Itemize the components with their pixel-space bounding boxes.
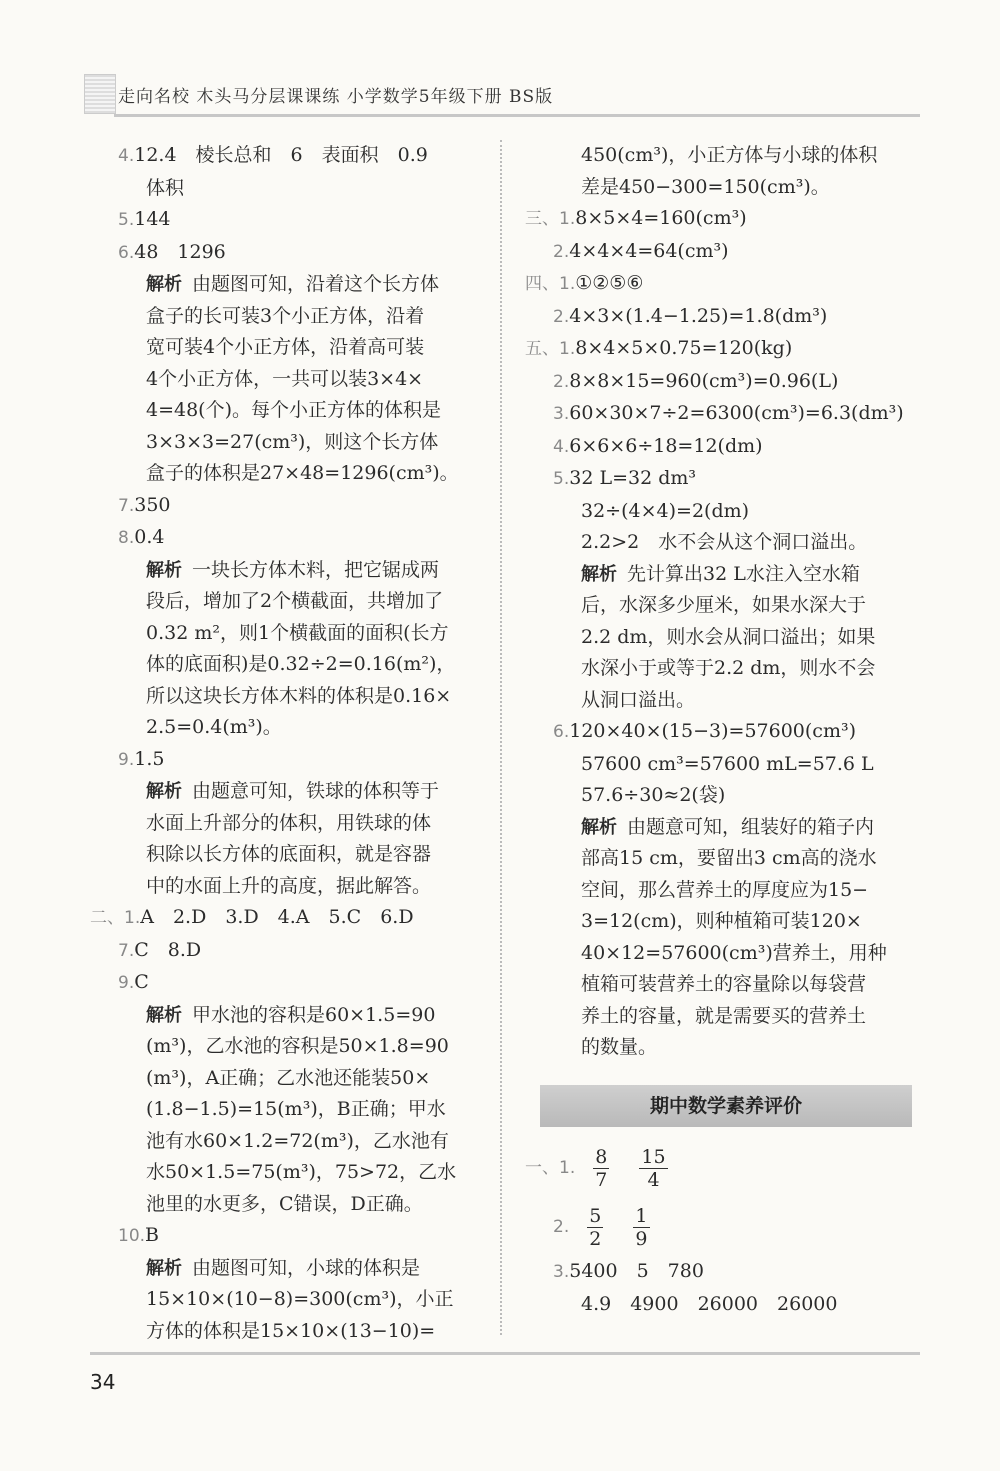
answer-line <box>90 776 485 808</box>
answer-text: 32÷(4×4)=2(dm) <box>581 499 750 522</box>
answer-line <box>525 938 920 970</box>
answer-text: 水深小于或等于2.2 dm，则水不会 <box>581 657 876 679</box>
answer-text: 宽可装4个小正方体，沿着高可装 <box>146 336 425 358</box>
answer-line: 4.9 4900 26000 26000 <box>581 1292 838 1315</box>
answer-line <box>525 1032 920 1064</box>
answer-text: C <box>134 971 149 993</box>
answer-text: 空间，那么营养土的厚度应为15− <box>581 878 869 901</box>
question-number: 二、1. <box>90 908 141 928</box>
answer-text: 甲水池的容积是60×1.5=90 <box>192 1003 436 1026</box>
section-answers <box>525 1138 920 1320</box>
answer-line <box>90 839 485 871</box>
answer-line <box>90 935 485 968</box>
answer-line: 3.5400 5 780 <box>553 1260 704 1282</box>
header-rule <box>114 114 920 117</box>
answer-line <box>525 843 920 875</box>
answer-line <box>525 268 920 301</box>
answer-text: 差是450−300=150(cm³)。 <box>581 175 830 198</box>
answer-line <box>525 463 920 496</box>
answer-line <box>525 366 920 399</box>
answer-text: 由题意可知，铁球的体积等于 <box>192 780 440 802</box>
answer-line <box>90 364 485 396</box>
book-logo-icon <box>84 74 116 114</box>
answer-text: 由题图可知，沿着这个长方体 <box>192 273 440 295</box>
answer-text: 350 <box>134 493 171 516</box>
answer-line <box>90 522 485 555</box>
answer-text: 所以这块长方体木料的体积是0.16× <box>146 684 452 707</box>
answer-text: 养土的容量，就是需要买的营养土 <box>581 1004 867 1027</box>
answer-text: 方体的体积是15×10×(13−10)= <box>146 1319 436 1342</box>
answer-text: 由题图可知，小球的体积是 <box>192 1256 421 1279</box>
page-number: 34 <box>90 1370 116 1394</box>
answer-text: 4×3×(1.4−1.25)=1.8(dm³) <box>569 304 828 327</box>
answer-line <box>525 333 920 366</box>
answer-line <box>525 1001 920 1033</box>
answer-line <box>90 301 485 333</box>
analysis-label: 解析 <box>146 559 182 581</box>
answer-line <box>525 203 920 236</box>
answer-text: (m³)，A正确；乙水池还能装50× <box>146 1066 431 1089</box>
answer-text: 体积 <box>146 176 185 199</box>
answer-line <box>90 1220 485 1253</box>
fraction: $\frac{1}{9}$ <box>635 1204 648 1250</box>
answer-line <box>525 496 920 528</box>
answer-line <box>90 967 485 1000</box>
answer-line <box>90 1253 485 1285</box>
answer-text: 植箱可装营养土的容量除以每袋营 <box>581 973 867 995</box>
left-column <box>90 140 485 1347</box>
answer-line <box>525 812 920 844</box>
answer-text: A 2.D 3.D 4.A 5.C 6.D <box>140 906 414 928</box>
answer-line <box>525 716 920 749</box>
answer-text: 60×30×7÷2=6300(cm³)=6.3(dm³) <box>569 402 904 424</box>
answer-text: 池里的水更多，C错误，D正确。 <box>146 1192 423 1215</box>
answer-line <box>90 871 485 903</box>
answer-text: 从洞口溢出。 <box>581 688 696 711</box>
answer-text: 先计算出32 L水注入空水箱 <box>627 562 860 585</box>
answer-line <box>525 301 920 334</box>
answer-line <box>90 1284 485 1316</box>
answer-text: 盒子的体积是27×48=1296(cm³)。 <box>146 462 459 484</box>
answer-line <box>90 555 485 587</box>
question-number: 8. <box>118 528 135 548</box>
answer-text: 后，水深多少厘米，如果水深大于 <box>581 594 867 616</box>
answer-text: 2.2 dm，则水会从洞口溢出；如果 <box>581 625 876 648</box>
answer-line <box>90 618 485 650</box>
answer-text: B <box>145 1224 160 1246</box>
answer-text: 4×4×4=64(cm³) <box>569 239 729 262</box>
answer-text: 盒子的长可装3个小正方体，沿着 <box>146 304 425 327</box>
answer-line <box>525 140 920 172</box>
answer-text: 120×40×(15−3)=57600(cm³) <box>569 720 856 742</box>
question-number: 10. <box>118 1226 146 1246</box>
question-number: 四、1. <box>525 274 576 294</box>
answer-text: 3=12(cm)，则种植箱可装120× <box>581 910 862 932</box>
answer-line <box>525 969 920 1001</box>
answer-line <box>90 1063 485 1095</box>
answer-text: ①②⑤⑥ <box>575 272 644 294</box>
question-number: 4. <box>118 146 135 166</box>
answer-text: 池有水60×1.2=72(m³)，乙水池有 <box>146 1129 449 1152</box>
answer-text: 32 L=32 dm³ <box>569 467 696 489</box>
answer-text: 部高15 cm，要留出3 cm高的浇水 <box>581 847 877 869</box>
answer-line <box>525 559 920 591</box>
answer-line <box>525 653 920 685</box>
answer-text: 144 <box>134 208 171 230</box>
answer-text: 48 1296 <box>134 240 226 263</box>
fraction: $\frac{15}{4}$ <box>641 1145 666 1191</box>
question-number: 2. <box>553 371 570 392</box>
answer-text: 水面上升部分的体积，用铁球的体 <box>146 811 432 834</box>
answer-line <box>525 590 920 622</box>
answer-text: 57.6÷30≈2(袋) <box>581 784 726 806</box>
answer-line <box>525 685 920 717</box>
answer-line <box>90 1000 485 1032</box>
fraction: $\frac{5}{2}$ <box>589 1204 602 1250</box>
answer-text: 2.5=0.4(m³)。 <box>146 716 282 738</box>
answer-line <box>90 204 485 237</box>
answer-text: 积除以长方体的底面积，就是容器 <box>146 843 432 865</box>
footer-rule <box>90 1352 920 1355</box>
answer-line <box>90 1157 485 1189</box>
answer-text: 57600 cm³=57600 mL=57.6 L <box>581 752 874 775</box>
page-header <box>84 74 920 120</box>
answer-line <box>90 1126 485 1158</box>
answer-text: 水50×1.5=75(m³)，75>72，乙水 <box>146 1161 457 1183</box>
analysis-label: 解析 <box>581 563 617 585</box>
answer-line <box>525 398 920 431</box>
header-title: 走向名校 木头马分层课课练 小学数学5年级下册 BS版 <box>118 87 554 107</box>
answer-line: 一、1. $\frac{8}{7}$ $\frac{15}{4}$ <box>525 1145 666 1191</box>
answer-line <box>90 1316 485 1348</box>
answer-line <box>90 173 485 205</box>
answer-text: 由题意可知，组装好的箱子内 <box>627 815 875 838</box>
answer-line <box>90 744 485 777</box>
answer-line <box>525 875 920 907</box>
answer-line <box>90 681 485 713</box>
question-number: 9. <box>118 749 135 770</box>
question-number: 4. <box>553 436 570 457</box>
answer-line <box>90 808 485 840</box>
column-divider <box>500 140 502 1335</box>
answer-text: 的数量。 <box>581 1036 658 1058</box>
question-number: 9. <box>118 973 135 993</box>
answer-line <box>90 269 485 301</box>
answer-text: 0.32 m²，则1个横截面的面积(长方 <box>146 621 449 644</box>
answer-text: 段后，增加了2个横截面，共增加了 <box>146 590 444 612</box>
answer-line <box>525 749 920 781</box>
question-number: 3. <box>553 404 570 424</box>
answer-text: 450(cm³)，小正方体与小球的体积 <box>581 144 878 166</box>
question-number: 5. <box>553 469 570 489</box>
question-number: 7. <box>118 940 135 961</box>
analysis-label: 解析 <box>146 781 182 802</box>
answer-text: C 8.D <box>134 938 202 961</box>
answer-line <box>90 458 485 490</box>
answer-text: 体的底面积)是0.32÷2=0.16(m²)， <box>146 653 456 675</box>
question-number: 6. <box>553 722 570 742</box>
answer-line <box>90 332 485 364</box>
answer-text: 中的水面上升的高度，据此解答。 <box>146 874 432 897</box>
fraction: $\frac{8}{7}$ <box>595 1145 608 1191</box>
answer-line: 2. $\frac{5}{2}$ $\frac{1}{9}$ <box>553 1204 648 1250</box>
question-number: 6. <box>118 242 135 263</box>
answer-line <box>90 712 485 744</box>
answer-text: 1.5 <box>134 747 165 770</box>
answer-text: 12.4 棱长总和 6 表面积 0.9 <box>134 144 428 166</box>
question-number: 三、1. <box>525 209 576 229</box>
answer-line <box>525 172 920 204</box>
answer-line <box>90 902 485 935</box>
answer-line <box>90 649 485 681</box>
question-number: 7. <box>118 495 135 516</box>
answer-text: 4个小正方体，一共可以装3×4× <box>146 367 424 390</box>
answer-line <box>525 236 920 269</box>
answer-line <box>90 395 485 427</box>
answer-text: 一块长方体木料，把它锯成两 <box>192 558 440 581</box>
answer-text: 2.2>2 水不会从这个洞口溢出。 <box>581 531 868 553</box>
section-title-bar <box>540 1085 912 1127</box>
answer-text: 8×5×4=160(cm³) <box>575 207 747 229</box>
answer-line <box>525 527 920 559</box>
section-title: 期中数学素养评价 <box>649 1095 802 1117</box>
answer-line <box>525 431 920 464</box>
answer-line <box>90 586 485 618</box>
answer-text: 8×8×15=960(cm³)=0.96(L) <box>569 369 839 392</box>
question-number: 5. <box>118 210 135 230</box>
answer-line <box>90 490 485 523</box>
analysis-label: 解析 <box>146 274 182 295</box>
answer-line <box>90 427 485 459</box>
analysis-label: 解析 <box>581 816 617 838</box>
answer-text: 4=48(个)。每个小正方体的体积是 <box>146 399 442 421</box>
answer-line <box>525 906 920 938</box>
answer-text: 3×3×3=27(cm³)，则这个长方体 <box>146 430 439 453</box>
answer-text: 6×6×6÷18=12(dm) <box>569 434 763 457</box>
answer-text: 15×10×(10−8)=300(cm³)，小正 <box>146 1288 454 1310</box>
answer-line <box>90 140 485 173</box>
answer-line <box>525 622 920 654</box>
analysis-label: 解析 <box>146 1004 182 1026</box>
answer-text: (1.8−1.5)=15(m³)，B正确；甲水 <box>146 1098 446 1120</box>
answer-line <box>90 237 485 270</box>
question-number: 2. <box>553 306 570 327</box>
question-number: 2. <box>553 241 570 262</box>
right-column <box>525 140 920 1064</box>
answer-text: 8×4×5×0.75=120(kg) <box>575 337 793 359</box>
answer-text: 40×12=57600(cm³)营养土，用种 <box>581 941 887 964</box>
analysis-label: 解析 <box>146 1257 182 1279</box>
answer-text: 0.4 <box>134 526 165 548</box>
answer-text: (m³)，乙水池的容积是50×1.8=90 <box>146 1035 449 1057</box>
answer-line <box>525 780 920 812</box>
answer-line <box>90 1031 485 1063</box>
answer-line <box>90 1094 485 1126</box>
answer-line <box>90 1189 485 1221</box>
question-number: 五、1. <box>525 339 576 359</box>
